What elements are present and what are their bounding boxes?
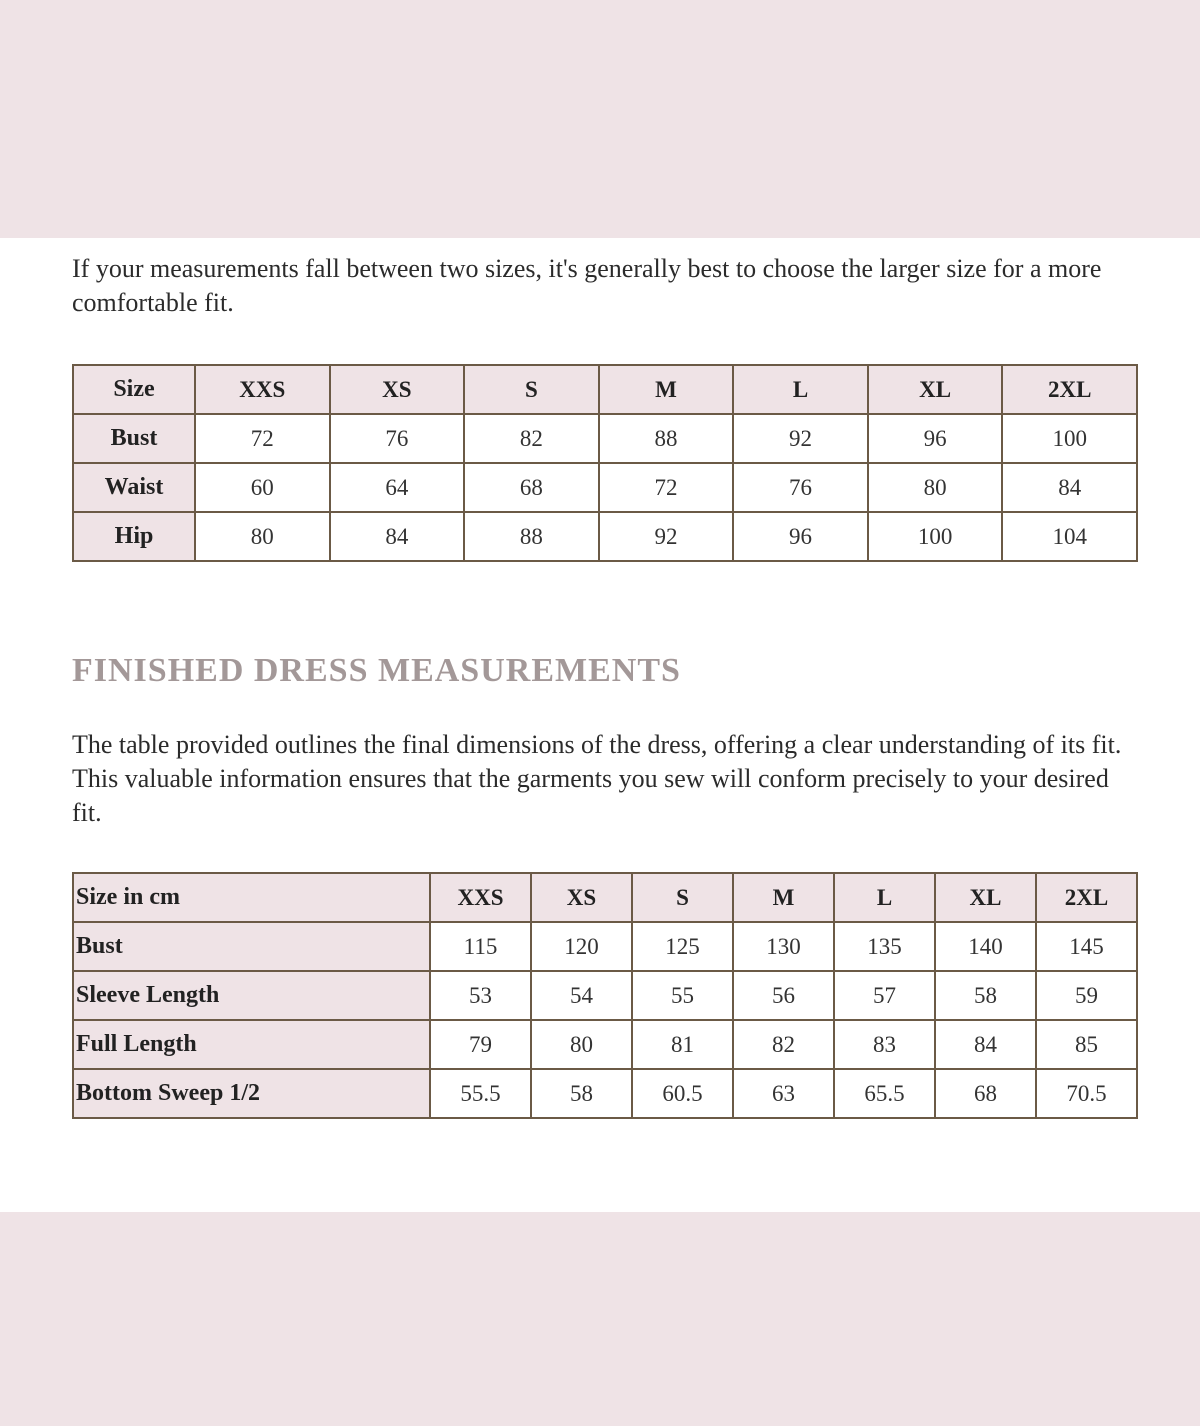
table-cell: 58 [531,1069,632,1118]
table-row [73,1020,1137,1069]
table-row [73,512,1137,561]
size-header-s: S [464,365,599,414]
size-header-2xl: 2XL [1002,365,1137,414]
table-cell: 70.5 [1036,1069,1137,1118]
table-cell: 84 [935,1020,1036,1069]
table-cell: 58 [935,971,1036,1020]
size-header-xl: XL [868,365,1003,414]
table-cell: 88 [464,512,599,561]
row-label: Bust [73,414,195,463]
row-label: Waist [73,463,195,512]
size-header-label: Size in cm [73,873,430,922]
table-cell: 63 [733,1069,834,1118]
table-cell: 100 [868,512,1003,561]
table-cell: 82 [733,1020,834,1069]
table-cell: 125 [632,922,733,971]
table-cell: 72 [195,414,330,463]
table-cell: 130 [733,922,834,971]
table-cell: 88 [599,414,734,463]
table-row [73,414,1137,463]
size-header-xs: XS [531,873,632,922]
size-header-2xl: 2XL [1036,873,1137,922]
size-header-s: S [632,873,733,922]
table-cell: 65.5 [834,1069,935,1118]
table-cell: 84 [1002,463,1137,512]
table-row [73,1069,1137,1118]
table-cell: 59 [1036,971,1137,1020]
size-header-xxs: XXS [195,365,330,414]
table-cell: 82 [464,414,599,463]
table-header-row [73,365,1137,414]
table-cell: 64 [330,463,465,512]
size-header-xl: XL [935,873,1036,922]
table-header-row [73,873,1137,922]
table-cell: 60 [195,463,330,512]
table-cell: 68 [464,463,599,512]
table-cell: 72 [599,463,734,512]
table-cell: 135 [834,922,935,971]
bottom-banner [0,1212,1200,1426]
table-cell: 92 [733,414,868,463]
table-cell: 83 [834,1020,935,1069]
row-label: Bust [73,922,430,971]
table-cell: 84 [330,512,465,561]
table-cell: 76 [733,463,868,512]
table-cell: 79 [430,1020,531,1069]
row-label: Sleeve Length [73,971,430,1020]
row-label: Hip [73,512,195,561]
row-label: Bottom Sweep 1/2 [73,1069,430,1118]
table-row [73,922,1137,971]
size-header-l: L [834,873,935,922]
size-header-m: M [599,365,734,414]
size-header-label: Size [73,365,195,414]
table-cell: 104 [1002,512,1137,561]
table-cell: 85 [1036,1020,1137,1069]
table-cell: 60.5 [632,1069,733,1118]
table-cell: 80 [868,463,1003,512]
body-measurements-table [72,364,1138,562]
intro-text: If your measurements fall between two sizes, it's generally best to choose the larger size for a more comfortable fit. [72,254,1102,317]
table-cell: 96 [868,414,1003,463]
table-cell: 81 [632,1020,733,1069]
table-cell: 54 [531,971,632,1020]
table-cell: 140 [935,922,1036,971]
size-header-m: M [733,873,834,922]
size-header-xs: XS [330,365,465,414]
description-text: The table provided outlines the final dimensions of the dress, offering a clear understanding of its fit. This valuable information ensures that the garments you sew will conform precisely to your desired fit. [72,730,1122,827]
table-cell: 55.5 [430,1069,531,1118]
size-header-xxs: XXS [430,873,531,922]
table-cell: 92 [599,512,734,561]
table-cell: 115 [430,922,531,971]
finished-dress-table [72,872,1138,1119]
table-cell: 68 [935,1069,1036,1118]
table-cell: 145 [1036,922,1137,971]
table-cell: 80 [531,1020,632,1069]
table-cell: 56 [733,971,834,1020]
table-row [73,463,1137,512]
table-cell: 55 [632,971,733,1020]
table-cell: 120 [531,922,632,971]
table-cell: 76 [330,414,465,463]
table-cell: 57 [834,971,935,1020]
table-row [73,971,1137,1020]
row-label: Full Length [73,1020,430,1069]
table-cell: 96 [733,512,868,561]
size-header-l: L [733,365,868,414]
table-cell: 100 [1002,414,1137,463]
top-banner [0,0,1200,238]
section-heading: FINISHED DRESS MEASUREMENTS [72,652,681,689]
table-cell: 53 [430,971,531,1020]
table-cell: 80 [195,512,330,561]
